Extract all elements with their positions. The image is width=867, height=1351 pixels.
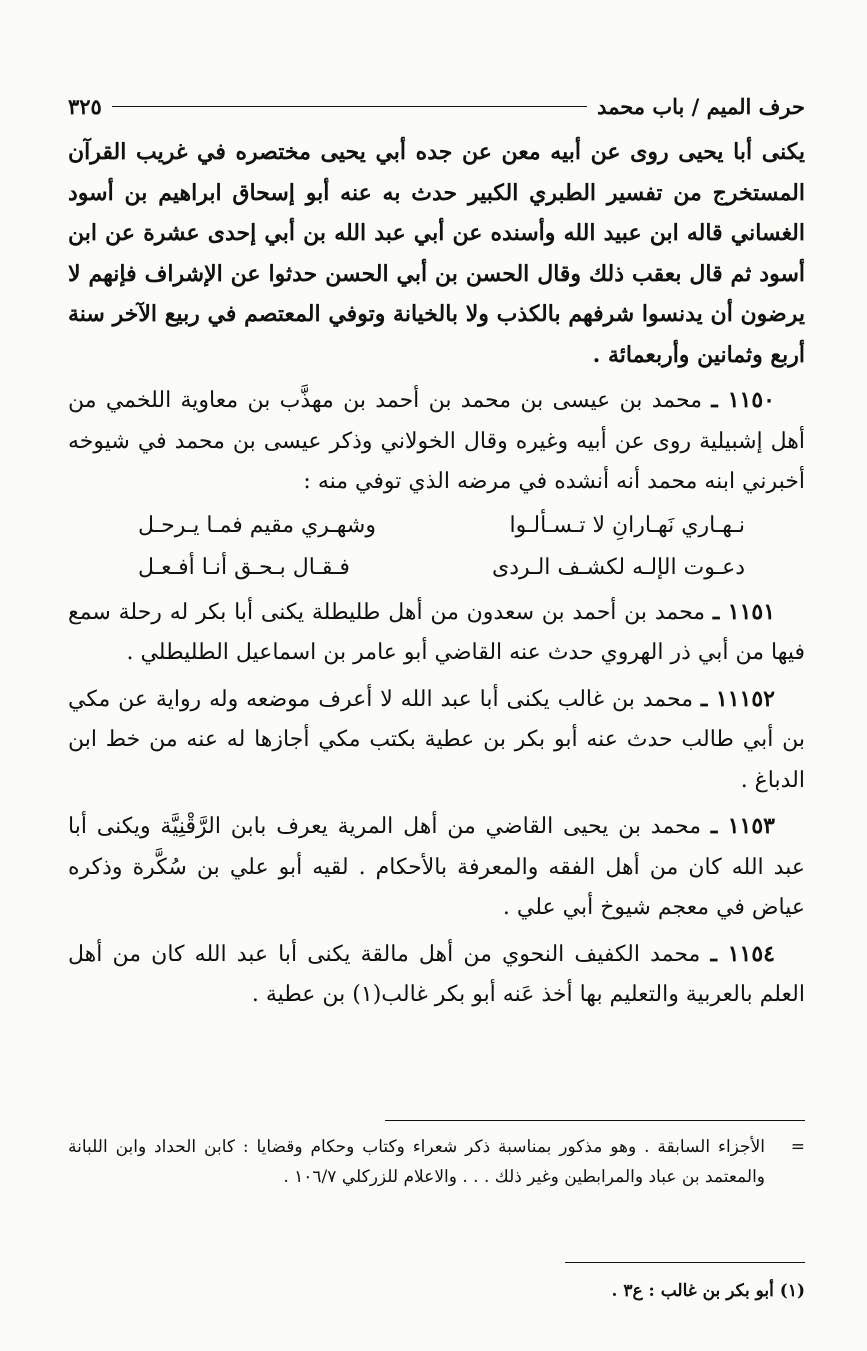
entry-number: ١١٥٤ ـ bbox=[710, 940, 775, 967]
entry-text: محمد الكفيف النحوي من أهل مالقة يكنى أبا عبد الله كان من أهل العلم بالعربية والتعليم بها أخذ عَنه أبو بكر غالب(١) بن عطية . bbox=[68, 941, 805, 1007]
footnote-rule bbox=[385, 1120, 805, 1121]
footnote-1 bbox=[68, 1276, 805, 1306]
footnote-rule-2 bbox=[565, 1262, 805, 1263]
header-rule bbox=[112, 106, 587, 107]
entry-text: محمد بن أحمد بن سعدون من أهل طليطلة يكنى أبا بكر له رحلة سمع فيها من أبي ذر الهروي حدث عنه القاضي أبو عامر بن اسماعيل الطليطلي . bbox=[68, 599, 805, 665]
header-title: حرف الميم / باب محمد bbox=[597, 93, 805, 119]
entry-number: ١١١٥٢ ـ bbox=[700, 685, 775, 712]
continuation-paragraph: يكنى أبا يحيى روى عن أبيه معن عن جده أبي يحيى مختصره في غريب القرآن المستخرج من تفسير الطبري الكبير حدث به عنه أبو إسحاق ابراهيم بن أسود الغساني قاله ابن عبيد الله وأسنده عن أبي عبد الله بن أبي إحدى عشرة عن ابن أسود ثم قال بعقب ذلك وقال الحسن بن أبي الحسن حدثوا عن الإشراف فإنهم لا يرضون أن يدنسوا شرفهم بالكذب ولا بالخيانة وتوفي المعتصم في ربيع الآخر سنة أربع وثمانين وأربعمائة . bbox=[68, 139, 805, 368]
entry-number: ١١٥٣ ـ bbox=[710, 813, 775, 839]
entry-number: ١١٥٠ ـ bbox=[711, 387, 775, 413]
entry-1154 bbox=[68, 934, 805, 1016]
entry-text: محمد بن يحيى القاضي من أهل المرية يعرف بابن الرَّقْنِيَّة ويكنى أبا عبد الله كان من أهل الفقه والمعرفة بالأحكام . لقيه أبو علي بن سُكَّرة وذكره عياض في معجم شيوخ أبي علي . bbox=[68, 814, 805, 920]
footnote-text: (١) أبو بكر بن غالب : ع٣ . bbox=[611, 1281, 805, 1301]
entry-1153 bbox=[68, 806, 805, 929]
entry-number: ١١٥١ ـ bbox=[712, 598, 776, 625]
verse-hemistich-right: دعـوت الإلـه لكشـف الـردى bbox=[492, 554, 745, 580]
verse-line-1 bbox=[68, 508, 805, 544]
main-text bbox=[68, 132, 805, 1016]
page-number: ٣٢٥ bbox=[68, 93, 102, 119]
verse-hemistich-left: فـقـال بـحـق أنـا أفـعـل bbox=[138, 554, 350, 580]
entry-text: محمد بن غالب يكنى أبا عبد الله لا أعرف موضعه وله رواية عن مكي بن أبي طالب حدث عنه أبو بكر بن عطية بكتب مكي أجازها له عنه من خط ابن الدباغ . bbox=[68, 686, 805, 793]
running-header bbox=[68, 86, 805, 126]
footnote-continued bbox=[68, 1132, 805, 1192]
continuation-mark: = bbox=[790, 1137, 805, 1157]
verse-hemistich-right: نـهـاري نَهـارانِ لا تـسـألـوا bbox=[509, 512, 745, 538]
verse-hemistich-left: وشهـري مقيم فمـا يـرحـل bbox=[138, 512, 376, 538]
entry-1151 bbox=[68, 592, 805, 674]
entry-text: محمد بن عيسى بن محمد بن أحمد بن مهذَّب بن معاوية اللخمي من أهل إشبيلية روى عن أبيه وغيره وقال الخولاني وذكر عيسى بن محمد في شيوخه أخبرني ابنه محمد أنه أنشده في مرضه الذي توفي منه : bbox=[68, 388, 805, 494]
entry-1152 bbox=[68, 679, 805, 802]
verse-line-2 bbox=[68, 550, 805, 586]
entry-1150 bbox=[68, 380, 805, 503]
footnote-text: الأجزاء السابقة . وهو مذكور بمناسبة ذكر شعراء وكتاب وحكام وقضايا : كابن الحداد وابن اللبانة والمعتمد بن عباد والمرابطين وغير ذلك . . . والاعلام للزركلي ١٠٦/٧ . bbox=[68, 1137, 765, 1187]
